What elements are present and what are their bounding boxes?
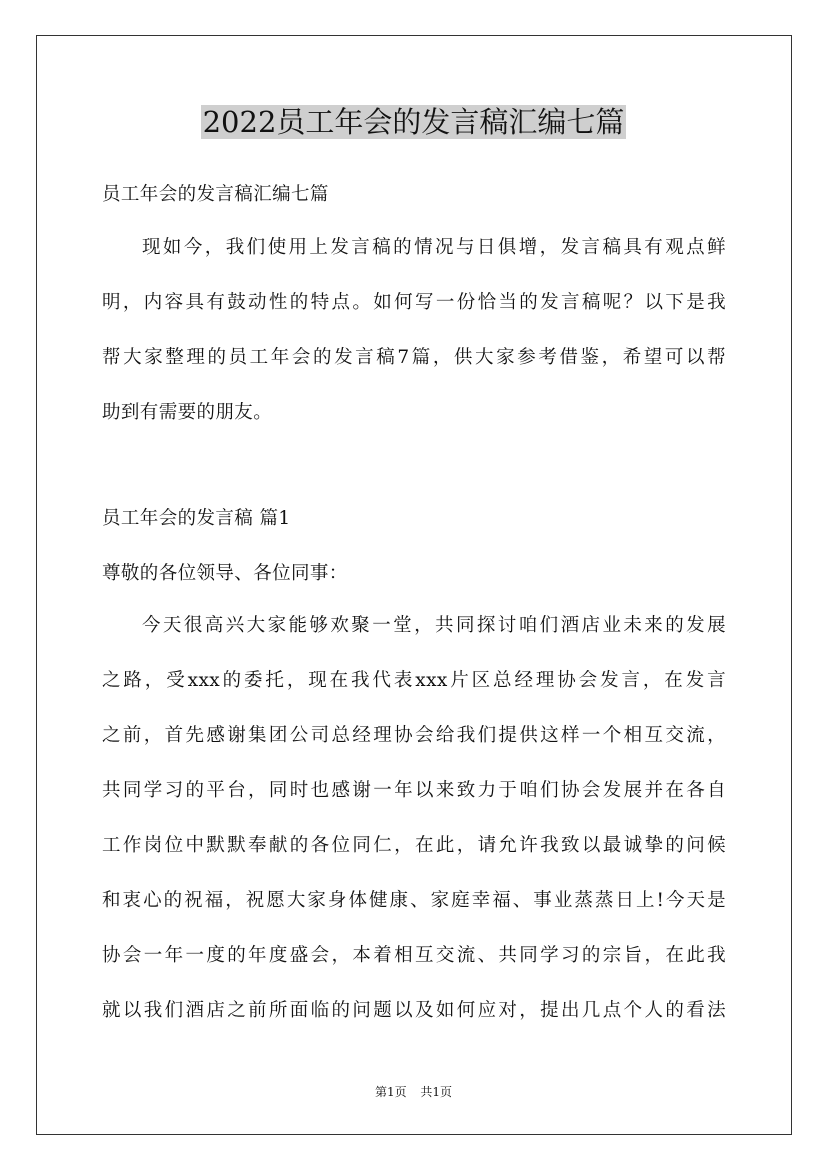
body-line: 之前，首先感谢集团公司总经理协会给我们提供这样一个相互交流， <box>102 725 726 746</box>
body-line: 今天很高兴大家能够欢聚一堂，共同探讨咱们酒店业未来的发展 <box>142 615 726 636</box>
document-title <box>0 100 827 144</box>
body-line: 和衷心的祝福，祝愿大家身体健康、家庭幸福、事业蒸蒸日上!今天是 <box>102 890 726 911</box>
intro-line: 帮大家整理的员工年会的发言稿7篇，供大家参考借鉴，希望可以帮 <box>102 347 726 368</box>
body-line: 之路，受xxx的委托，现在我代表xxx片区总经理协会发言，在发言 <box>102 670 726 691</box>
page-number-current: 第1页 <box>374 1085 407 1099</box>
body-line: 协会一年一度的年度盛会，本着相互交流、共同学习的宗旨，在此我 <box>102 945 726 966</box>
section-heading <box>102 499 726 539</box>
body-paragraph <box>102 598 726 1038</box>
body-line: 就以我们酒店之前所面临的问题以及如何应对，提出几点个人的看法 <box>102 1000 726 1021</box>
body-line: 工作岗位中默默奉献的各位同仁，在此，请允许我致以最诚挚的问候 <box>102 835 726 856</box>
body-line: 共同学习的平台，同时也感谢一年以来致力于咱们协会发展并在各自 <box>102 780 726 801</box>
intro-paragraph <box>102 220 726 440</box>
page-number-total: 共1页 <box>420 1085 453 1099</box>
document-title-text: 2022员工年会的发言稿汇编七篇 <box>202 105 625 139</box>
page-footer <box>0 1082 827 1102</box>
subtitle-text: 员工年会的发言稿汇编七篇 <box>102 184 329 205</box>
document-subtitle <box>102 175 726 215</box>
section-heading-text: 员工年会的发言稿 篇1 <box>102 508 291 529</box>
intro-line: 助到有需要的朋友。 <box>102 402 273 423</box>
salutation <box>102 554 726 594</box>
salutation-text: 尊敬的各位领导、各位同事： <box>102 563 348 584</box>
intro-line: 明，内容具有鼓动性的特点。如何写一份恰当的发言稿呢？以下是我 <box>102 292 726 313</box>
intro-line: 现如今，我们使用上发言稿的情况与日俱增，发言稿具有观点鲜 <box>142 237 726 258</box>
